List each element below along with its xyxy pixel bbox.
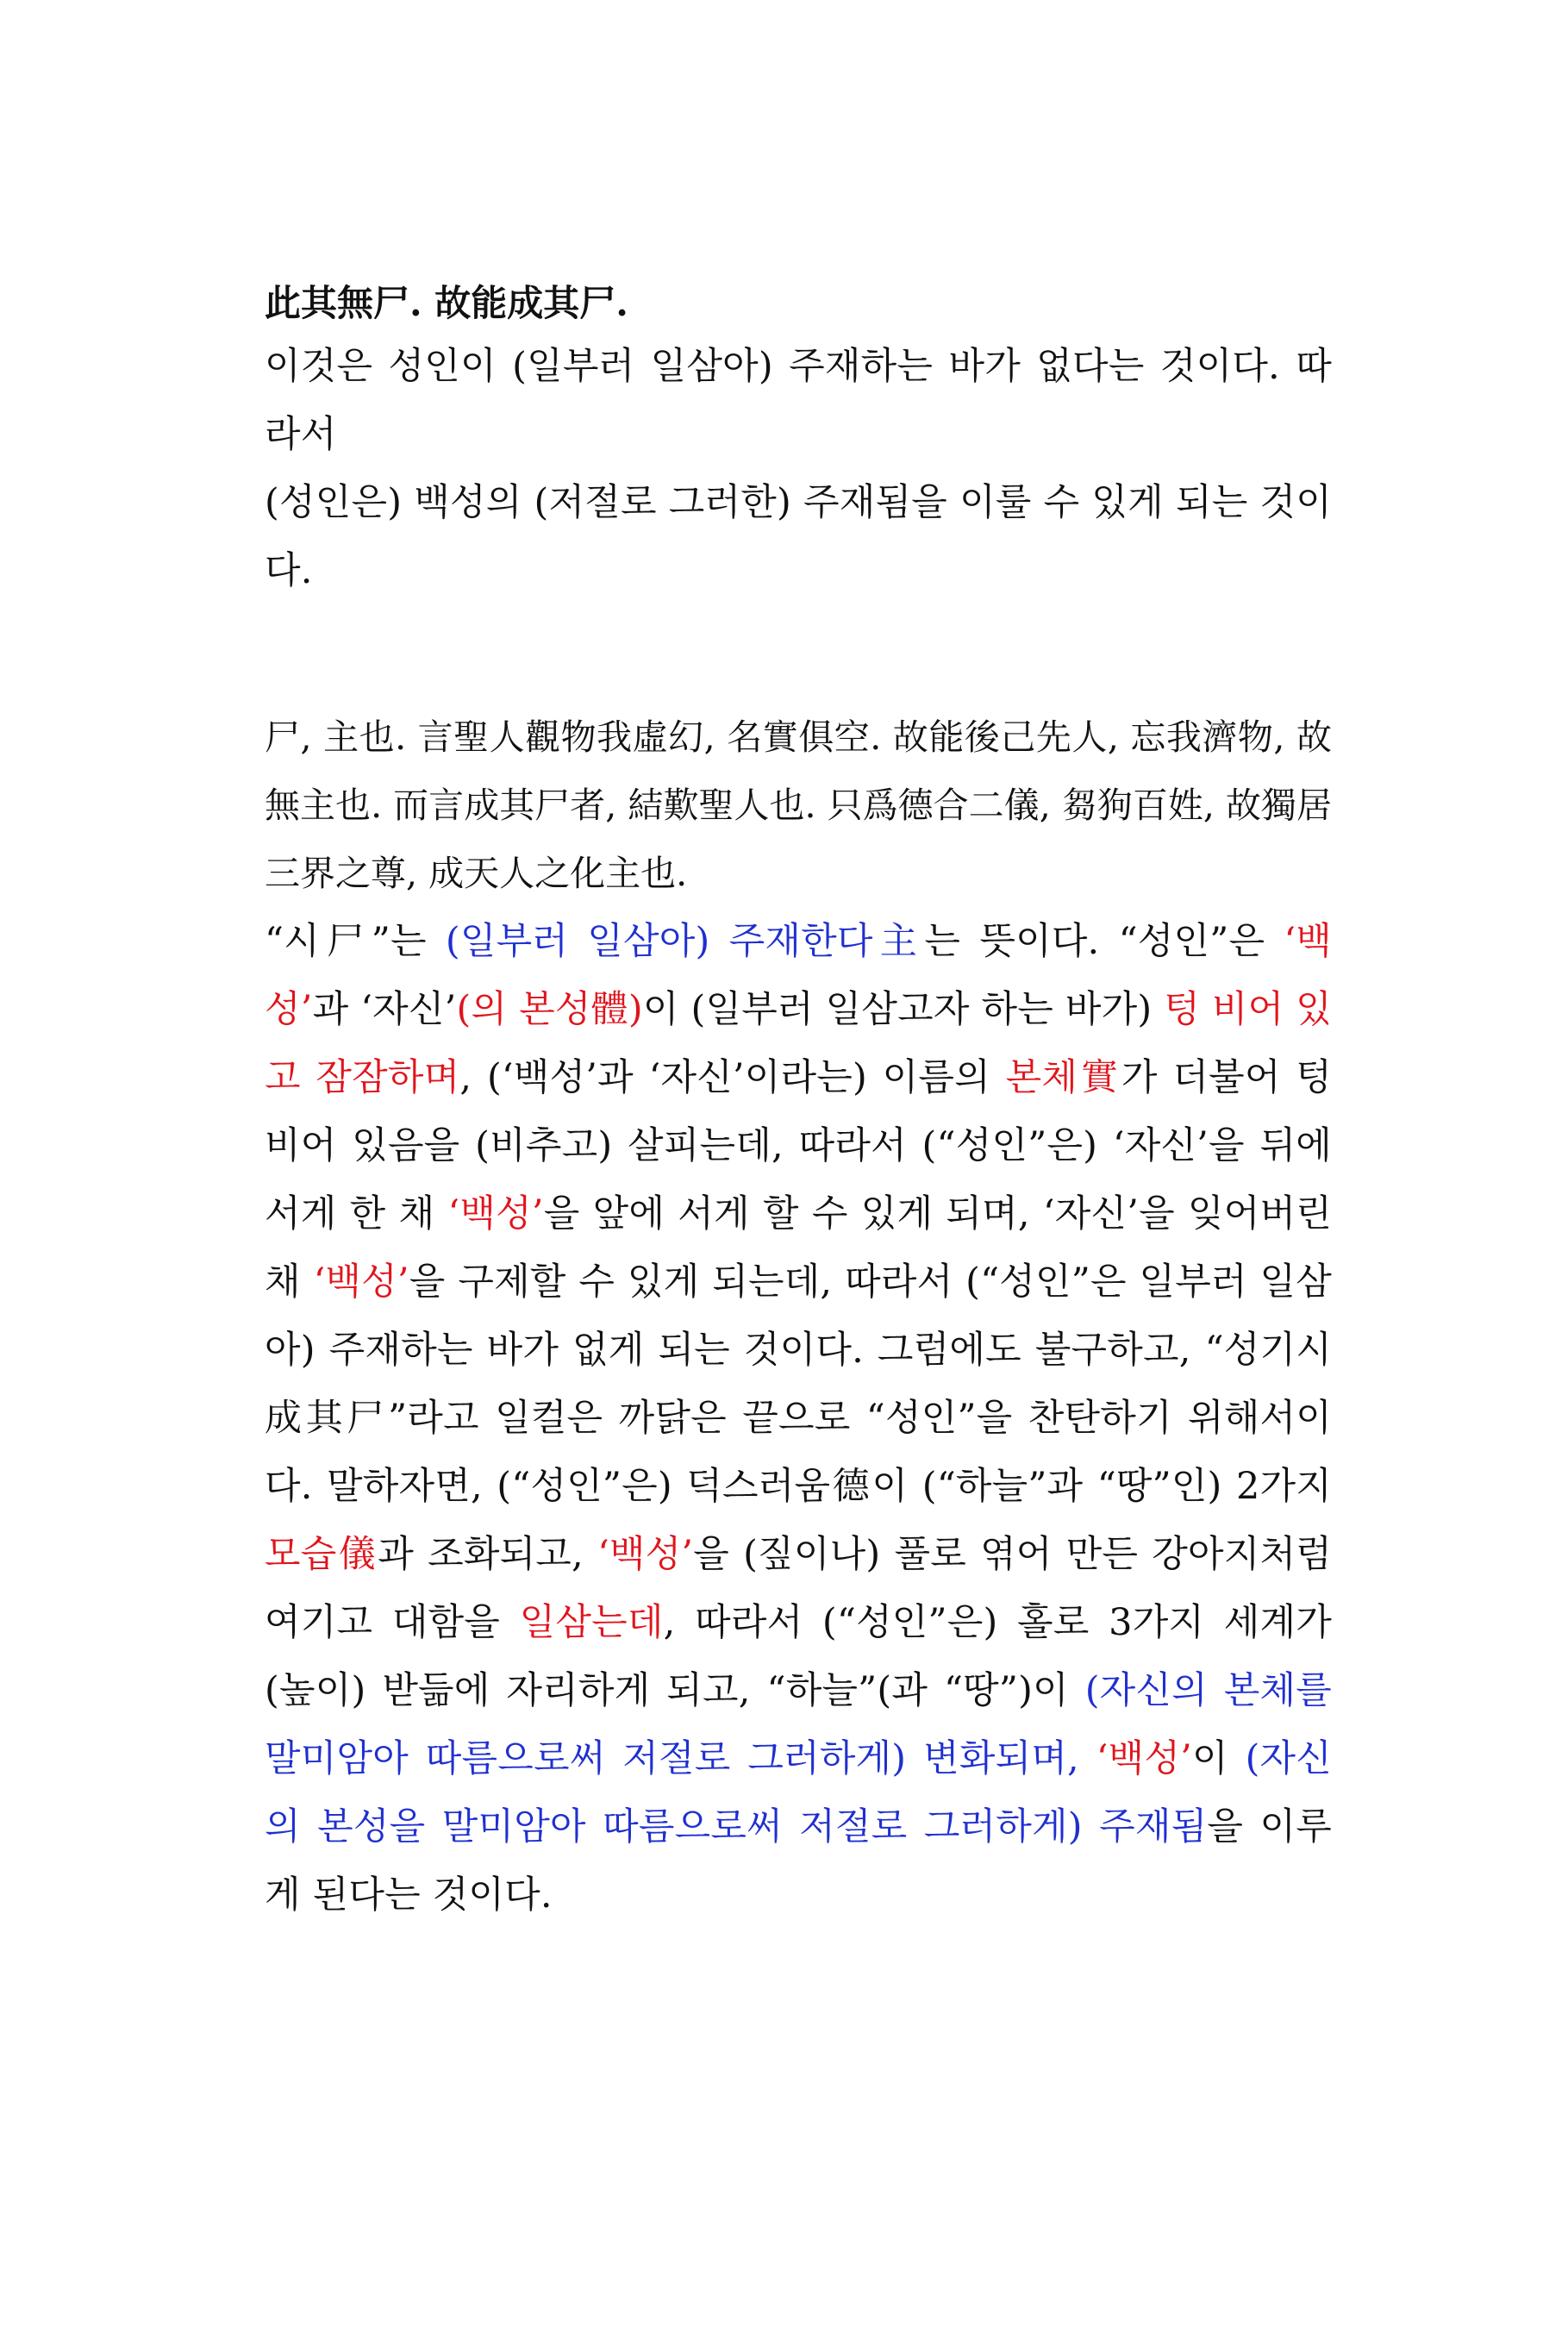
source-heading: 此其無尸. 故能成其尸. xyxy=(265,282,628,324)
text-run: 가 더불어 텅 비어 있음을 (비추고) 살피는데, 따라서 (“성인”은) ‘자신’을 뒤에 서게 한 채 xyxy=(265,1056,1332,1235)
text-run: 이 (일부러 일삼고자 하는 바가) xyxy=(642,988,1165,1031)
document-page xyxy=(265,274,1332,1930)
red-text-run: (의 본성體) xyxy=(456,988,643,1031)
text-run: 과 조화되고, xyxy=(378,1533,598,1576)
text-run: , 따라서 (“성인”은) 홀로 3가지 세계가 (높이) 받듦에 자리하게 되고, “하늘”(과 “땅”)이 xyxy=(265,1601,1332,1712)
translation-paragraph-1 xyxy=(265,333,1332,605)
blue-text-run: (자신의 본체를 말미암아 따름으로써 저절로 그러하게) 변화되며, xyxy=(265,1669,1332,1780)
text-run: 과 ‘자신’ xyxy=(312,988,457,1031)
red-text-run: 일삼는데 xyxy=(519,1601,664,1644)
translation-line: (성인은) 백성의 (저절로 그러한) 주재됨을 이룰 수 있게 되는 것이다. xyxy=(265,481,1332,592)
blue-text-run: (자신의 본성을 말미암아 따름으로써 저절로 그러하게) 주재됨 xyxy=(265,1737,1333,1848)
text-run: 을 구제할 수 있게 되는데, 따라서 (“성인”은 일부러 일삼아) 주재하는 바가 없게 되는 것이다. 그럼에도 불구하고, “성기시成其尸”라고 일컬은 까닭은 끝으로 “성인”을 찬탄하기 위해서이다. 말하자면, (“성인”은) 덕스러움德이 (“하늘”과 “땅”인) 2가지 xyxy=(265,1260,1333,1508)
red-text-run: ‘백성’ xyxy=(597,1533,694,1576)
text-run: 을 (짚이나) 풀로 엮어 만든 강아지처럼 여기고 대함을 xyxy=(265,1533,1332,1644)
text-run: 이 xyxy=(1191,1737,1246,1780)
translation-paragraph-2 xyxy=(265,908,1332,1930)
translation-line: 이것은 성인이 (일부러 일삼아) 주재하는 바가 없다는 것이다. 따라서 xyxy=(265,345,1332,456)
text-run: , (‘백성’과 ‘자신’이라는) 이름의 xyxy=(459,1056,1006,1099)
red-text-run: 텅 비어 있고 잠잠하며 xyxy=(265,988,1333,1099)
red-text-run: ‘백성’ xyxy=(265,920,1332,1031)
blue-text-run: (일부러 일삼아) 주재한다主 xyxy=(445,920,925,963)
text-run: “시尸”는 xyxy=(265,920,446,963)
text-run: 을 앞에 서게 할 수 있게 되며, ‘자신’을 잊어버린 채 xyxy=(265,1192,1332,1304)
red-text-run: ‘백성’ xyxy=(313,1260,409,1304)
text-run: 는 뜻이다. “성인”은 xyxy=(924,920,1284,963)
red-text-run: 본체實 xyxy=(1005,1056,1121,1099)
text-run: 을 이루게 된다는 것이다. xyxy=(265,1805,1332,1917)
red-text-run: ‘백성’ xyxy=(1096,1737,1192,1780)
red-text-run: ‘백성’ xyxy=(447,1192,544,1235)
commentary-paragraph: 尸, 主也. 言聖人觀物我虛幻, 名實俱空. 故能後己先人, 忘我濟物, 故無主也. 而言成其尸者, 結歎聖人也. 只爲德合二儀, 芻狗百姓, 故獨居三界之尊, 成天人之化主也. xyxy=(265,716,1332,894)
red-text-run: 모습儀 xyxy=(265,1533,378,1576)
paragraph-gap xyxy=(265,605,1332,704)
